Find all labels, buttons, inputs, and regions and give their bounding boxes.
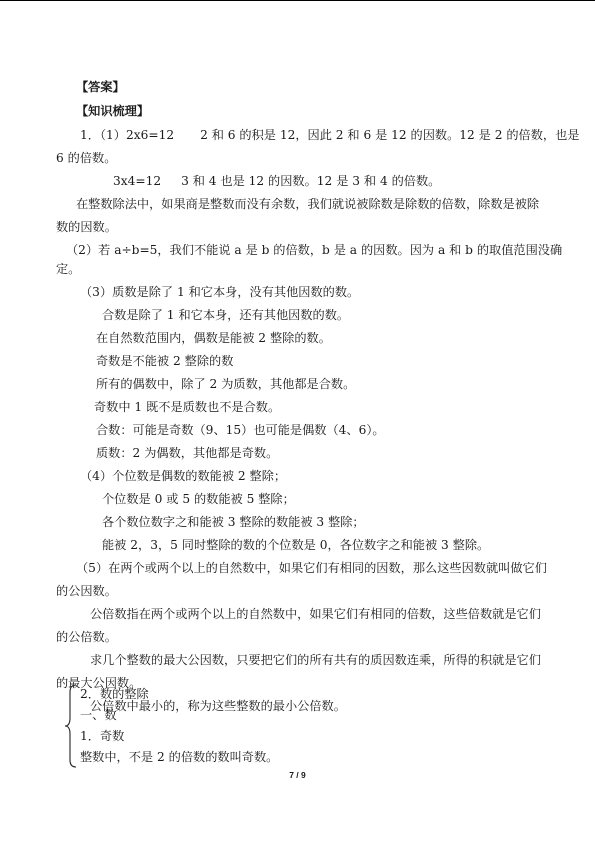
heading-answer: 【答案】 [76, 80, 125, 94]
p3-line8: 质数：2 为偶数，其他都是奇数。 [96, 446, 279, 460]
brace-line3: 1．奇数 [80, 729, 125, 743]
p1-line1 [56, 126, 580, 145]
brace-line1: 2．数的整除 [80, 687, 149, 701]
p4-line1: （4）个位数是偶数的数能被 2 整除； [80, 469, 287, 483]
p4-line4: 能被 2，3，5 同时整除的数的个位数是 0，各位数字之和能被 3 整除。 [102, 538, 490, 552]
p3-line7: 合数：可能是奇数（9、15）也可能是偶数（4、6）。 [96, 423, 385, 437]
page-number: 7 / 9 [289, 770, 306, 780]
document-body [56, 78, 580, 716]
p4-line2: 个位数是 0 或 5 的数能被 5 整除； [102, 492, 295, 506]
p5-line5: 求几个整数的最大公因数，只要把它们的所有共有的质因数连乘，所得的积就是它们 [90, 653, 541, 667]
brace-section [64, 684, 484, 766]
p5-line7: 公倍数中最小的，称为这些整数的最小公倍数。 [90, 699, 346, 713]
p1-line3-cont: 数的因数。 [56, 220, 117, 234]
p2-line1: （2）若 a÷b=5，我们不能说 a 是 b 的倍数，b 是 a 的因数。因为 a 和 b 的取值范围没确 [66, 243, 563, 257]
brace-line2: 一、数 [80, 708, 117, 722]
p1-text1: 2 和 6 的积是 12，因此 2 和 6 是 12 的因数。12 是 2 的倍数，也是 [200, 128, 580, 142]
heading-knowledge: 【知识梳理】 [76, 104, 150, 118]
p5-line2: 的公因数。 [56, 584, 117, 598]
p1-eq1: 1．（1）2x6=12 [80, 128, 175, 142]
p1-line1-cont: 6 的倍数。 [56, 151, 117, 165]
p1-line3: 在整数除法中，如果商是整数而没有余数，我们就说被除数是除数的倍数，除数是被除 [76, 197, 540, 211]
brace-text [80, 684, 278, 768]
p5-line4: 的公倍数。 [56, 630, 117, 644]
p3-line6: 奇数中 1 既不是质数也不是合数。 [94, 400, 281, 414]
p4-line3: 各个数位数字之和能被 3 整除的数能被 3 整除； [102, 515, 365, 529]
p3-line2: 合数是除了 1 和它本身，还有其他因数的数。 [102, 308, 350, 322]
p5-line1: （5）在两个或两个以上的自然数中，如果它们有相同的因数，那么这些因数就叫做它们 [76, 561, 547, 575]
p1-text2: 3 和 4 也是 12 的因数。12 是 3 和 4 的倍数。 [181, 174, 441, 188]
p5-line6: 的最大公因数。 [56, 676, 142, 690]
top-rule [0, 0, 595, 1]
p3-line3: 在自然数范围内，偶数是能被 2 整除的数。 [96, 331, 331, 345]
p1-eq2: 3x4=12 [113, 174, 162, 188]
p1-line2 [56, 172, 541, 191]
brace-line4: 整数中，不是 2 的倍数的数叫奇数。 [80, 750, 279, 764]
p3-line4: 奇数是不能被 2 整除的数 [96, 354, 234, 368]
p3-line1: （3）质数是除了 1 和它本身，没有其他因数的数。 [80, 285, 360, 299]
left-brace-icon [64, 684, 78, 768]
p2-line2: 定。 [56, 262, 81, 276]
p5-line3: 公倍数指在两个或两个以上的自然数中，如果它们有相同的倍数，这些倍数就是它们 [90, 607, 541, 621]
p3-line5: 所有的偶数中，除了 2 为质数，其他都是合数。 [96, 377, 356, 391]
